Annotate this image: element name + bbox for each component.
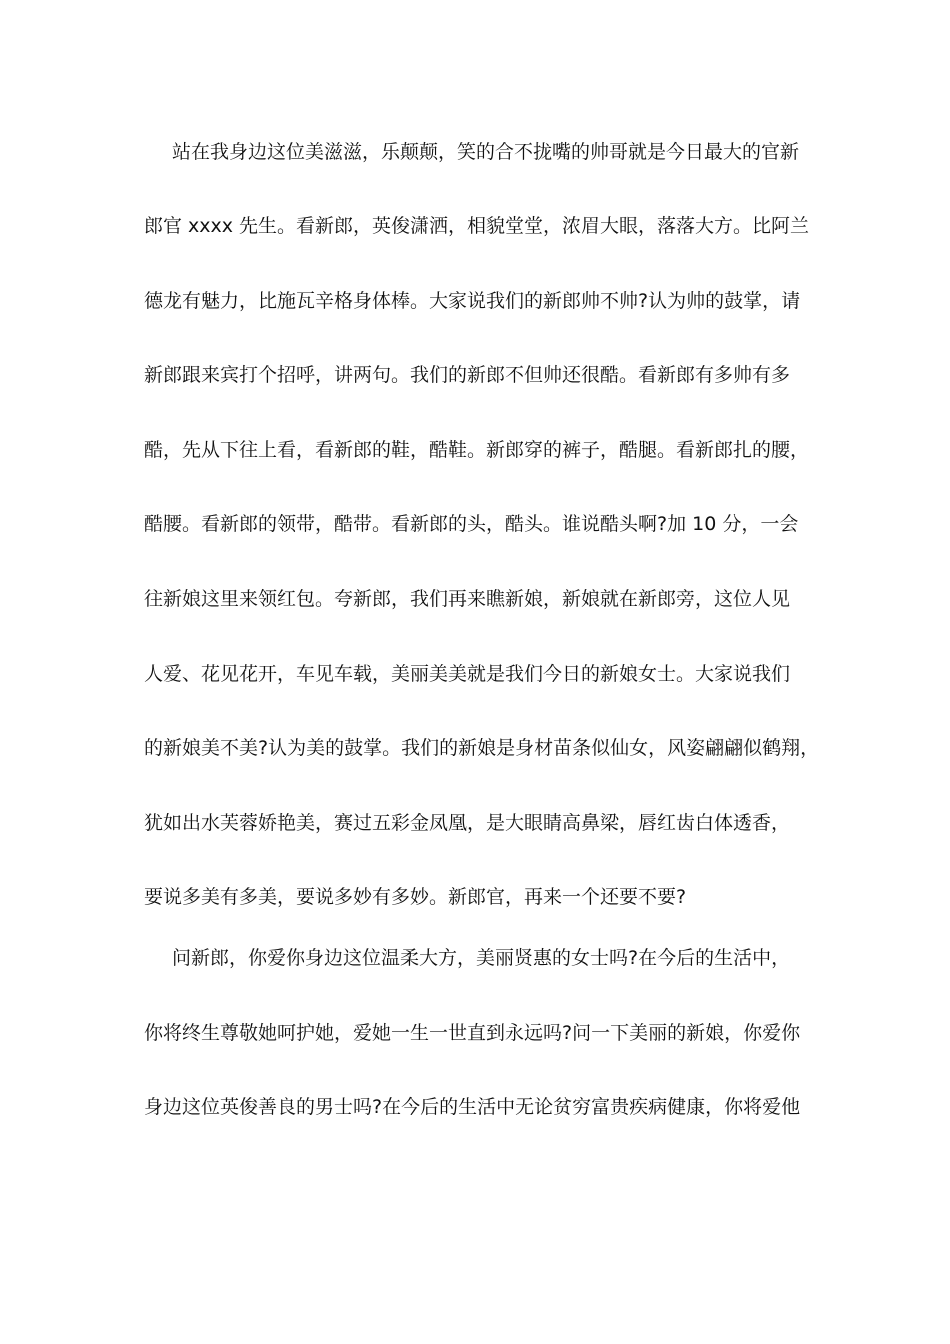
paragraph-1-line-8: 人爱、花见花开，车见车载，美丽美美就是我们今日的新娘女士。大家说我们 bbox=[144, 663, 791, 685]
paragraph-1-line-1: 站在我身边这位美滋滋，乐颠颠，笑的合不拢嘴的帅哥就是今日最大的官新 bbox=[172, 141, 800, 163]
paragraph-1-line-3: 德龙有魅力，比施瓦辛格身体棒。大家说我们的新郎帅不帅?认为帅的鼓掌，请 bbox=[144, 290, 801, 312]
paragraph-1-line-10: 犹如出水芙蓉娇艳美，赛过五彩金凤凰，是大眼睛高鼻梁，唇红齿白体透香， bbox=[144, 812, 791, 834]
paragraph-1-line-7: 往新娘这里来领红包。夸新郎，我们再来瞧新娘，新娘就在新郎旁，这位人见 bbox=[144, 588, 791, 610]
paragraph-2-line-3: 身边这位英俊善良的男士吗?在今后的生活中无论贫穷富贵疾病健康，你将爱他 bbox=[144, 1096, 801, 1118]
paragraph-1-line-11: 要说多美有多美，要说多妙有多妙。新郎官，再来一个还要不要? bbox=[144, 886, 687, 908]
paragraph-2-line-1: 问新郎，你爱你身边这位温柔大方，美丽贤惠的女士吗?在今后的生活中， bbox=[172, 947, 791, 969]
paragraph-2-line-2: 你将终生尊敬她呵护她，爱她一生一世直到永远吗?问一下美丽的新娘，你爱你 bbox=[144, 1022, 801, 1044]
paragraph-1-line-4: 新郎跟来宾打个招呼，讲两句。我们的新郎不但帅还很酷。看新郎有多帅有多 bbox=[144, 364, 791, 386]
paragraph-1-line-9: 的新娘美不美?认为美的鼓掌。我们的新娘是身材苗条似仙女，风姿翩翩似鹤翔， bbox=[144, 737, 820, 759]
paragraph-1-line-2: 郎官 xxxx 先生。看新郎，英俊潇洒，相貌堂堂，浓眉大眼，落落大方。比阿兰 bbox=[144, 215, 810, 237]
paragraph-1-line-6: 酷腰。看新郎的领带，酷带。看新郎的头，酷头。谁说酷头啊?加 10 分，一会 bbox=[144, 513, 799, 535]
paragraph-1-line-5: 酷，先从下往上看，看新郎的鞋，酷鞋。新郎穿的裤子，酷腿。看新郎扎的腰， bbox=[144, 439, 810, 461]
